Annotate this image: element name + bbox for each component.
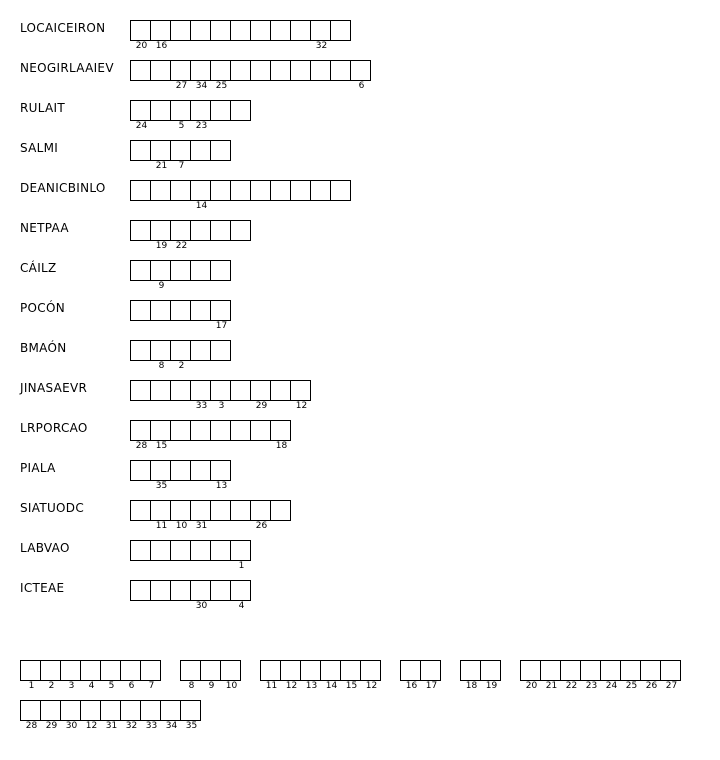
box-number: 9 xyxy=(158,281,165,291)
box-number: 19 xyxy=(155,241,168,251)
answer-box[interactable] xyxy=(600,660,621,691)
letter-box[interactable] xyxy=(230,580,251,611)
letter-box[interactable] xyxy=(210,500,231,521)
box-number: 23 xyxy=(195,121,208,131)
answer-box[interactable] xyxy=(80,700,101,731)
answer-box[interactable] xyxy=(360,660,381,691)
answer-box-number: 34 xyxy=(165,721,178,731)
letter-box[interactable] xyxy=(170,460,191,481)
answer-box-number: 20 xyxy=(525,681,538,691)
letter-box[interactable] xyxy=(230,60,251,81)
clue-row xyxy=(0,100,720,140)
letter-box[interactable] xyxy=(130,60,151,81)
letter-boxes xyxy=(130,340,230,371)
letter-box[interactable] xyxy=(150,580,171,601)
answer-box-number: 10 xyxy=(225,681,238,691)
letter-box[interactable] xyxy=(150,60,171,81)
answer-box-number: 2 xyxy=(48,681,55,691)
answer-box-number: 28 xyxy=(25,721,38,731)
letter-box[interactable] xyxy=(210,180,231,201)
answer-box-number: 13 xyxy=(305,681,318,691)
answer-box[interactable] xyxy=(140,700,161,731)
letter-box[interactable] xyxy=(150,460,171,491)
answer-box-number: 1 xyxy=(28,681,35,691)
answer-word-group xyxy=(460,660,500,691)
letter-box[interactable] xyxy=(130,500,151,521)
box-number: 29 xyxy=(255,401,268,411)
box-number: 20 xyxy=(135,41,148,51)
answer-box-number: 25 xyxy=(625,681,638,691)
letter-box[interactable] xyxy=(170,180,191,201)
answer-box[interactable] xyxy=(280,660,301,691)
box-number: 31 xyxy=(195,521,208,531)
clue-row xyxy=(0,300,720,340)
box-number: 35 xyxy=(155,481,168,491)
answer-box[interactable] xyxy=(580,660,601,691)
letter-box[interactable] xyxy=(150,20,171,51)
letter-box[interactable] xyxy=(210,220,231,241)
letter-boxes xyxy=(130,220,250,251)
letter-box[interactable] xyxy=(150,300,171,321)
letter-box[interactable] xyxy=(290,60,311,81)
box-number: 8 xyxy=(158,361,165,371)
letter-box[interactable] xyxy=(170,500,191,531)
letter-box[interactable] xyxy=(290,20,311,41)
box-number: 14 xyxy=(195,201,208,211)
clue-row xyxy=(0,420,720,460)
answer-box[interactable] xyxy=(100,660,121,691)
answer-box-number: 24 xyxy=(605,681,618,691)
letter-box[interactable] xyxy=(190,20,211,41)
answer-box[interactable] xyxy=(200,660,221,691)
letter-boxes xyxy=(130,180,350,211)
scrambled-word: PIALA xyxy=(20,461,56,475)
answer-box-number: 15 xyxy=(345,681,358,691)
answer-box-number: 30 xyxy=(65,721,78,731)
letter-box[interactable] xyxy=(310,60,331,81)
answer-box[interactable] xyxy=(300,660,321,691)
letter-box[interactable] xyxy=(230,100,251,121)
letter-boxes xyxy=(130,100,250,131)
letter-boxes xyxy=(130,20,350,51)
letter-box[interactable] xyxy=(130,420,151,451)
clue-row xyxy=(0,180,720,220)
answer-box-number: 12 xyxy=(365,681,378,691)
clue-row xyxy=(0,340,720,380)
letter-box[interactable] xyxy=(170,300,191,321)
answer-box[interactable] xyxy=(60,700,81,731)
answer-box[interactable] xyxy=(320,660,341,691)
scrambled-word: NETPAA xyxy=(20,221,69,235)
letter-box[interactable] xyxy=(230,540,251,571)
clue-row xyxy=(0,260,720,300)
box-number: 5 xyxy=(178,121,185,131)
box-number: 21 xyxy=(155,161,168,171)
scrambled-word: LRPORCAO xyxy=(20,421,88,435)
letter-box[interactable] xyxy=(130,180,151,201)
answer-box[interactable] xyxy=(540,660,561,691)
box-number: 10 xyxy=(175,521,188,531)
clue-row xyxy=(0,220,720,260)
letter-box[interactable] xyxy=(170,20,191,41)
box-number: 11 xyxy=(155,521,168,531)
letter-box[interactable] xyxy=(230,20,251,41)
letter-box[interactable] xyxy=(130,380,151,401)
letter-box[interactable] xyxy=(190,460,211,481)
answer-box-number: 33 xyxy=(145,721,158,731)
answer-box-number: 14 xyxy=(325,681,338,691)
box-number: 7 xyxy=(178,161,185,171)
answer-box-number: 7 xyxy=(148,681,155,691)
box-number: 34 xyxy=(195,81,208,91)
letter-box[interactable] xyxy=(170,420,191,441)
clue-row xyxy=(0,380,720,420)
letter-box[interactable] xyxy=(190,500,211,531)
answer-box-number: 8 xyxy=(188,681,195,691)
answer-word-group xyxy=(520,660,680,691)
clue-row xyxy=(0,500,720,540)
letter-box[interactable] xyxy=(210,420,231,441)
answer-box-number: 22 xyxy=(565,681,578,691)
letter-box[interactable] xyxy=(210,580,231,601)
letter-box[interactable] xyxy=(210,260,231,281)
answer-box-number: 27 xyxy=(665,681,678,691)
answer-box[interactable] xyxy=(180,700,201,731)
scrambled-word: CÁILZ xyxy=(20,261,57,275)
box-number: 4 xyxy=(238,601,245,611)
letter-box[interactable] xyxy=(190,580,211,611)
letter-box[interactable] xyxy=(190,300,211,321)
box-number: 13 xyxy=(215,481,228,491)
letter-box[interactable] xyxy=(270,380,291,401)
answer-box[interactable] xyxy=(480,660,501,691)
letter-box[interactable] xyxy=(270,20,291,41)
letter-box[interactable] xyxy=(210,300,231,331)
scrambled-word: LOCAICEIRON xyxy=(20,21,106,35)
letter-boxes xyxy=(130,300,230,331)
letter-box[interactable] xyxy=(210,140,231,161)
box-number: 22 xyxy=(175,241,188,251)
answer-box[interactable] xyxy=(180,660,201,691)
letter-boxes xyxy=(130,460,230,491)
box-number: 24 xyxy=(135,121,148,131)
letter-box[interactable] xyxy=(150,180,171,201)
letter-box[interactable] xyxy=(230,180,251,201)
letter-box[interactable] xyxy=(330,180,351,201)
clue-row xyxy=(0,140,720,180)
clue-row xyxy=(0,60,720,100)
letter-box[interactable] xyxy=(150,220,171,251)
answer-box-number: 9 xyxy=(208,681,215,691)
answer-box-number: 12 xyxy=(285,681,298,691)
letter-boxes xyxy=(130,260,230,291)
letter-box[interactable] xyxy=(350,60,371,91)
letter-box[interactable] xyxy=(270,500,291,521)
answer-box-number: 31 xyxy=(105,721,118,731)
answer-box-number: 21 xyxy=(545,681,558,691)
letter-box[interactable] xyxy=(130,540,151,561)
box-number: 17 xyxy=(215,321,228,331)
letter-box[interactable] xyxy=(150,540,171,561)
letter-box[interactable] xyxy=(170,260,191,281)
letter-boxes xyxy=(130,140,230,171)
letter-box[interactable] xyxy=(210,20,231,41)
letter-box[interactable] xyxy=(330,60,351,81)
answer-box-number: 26 xyxy=(645,681,658,691)
letter-box[interactable] xyxy=(250,380,271,411)
answer-box[interactable] xyxy=(660,660,681,691)
letter-box[interactable] xyxy=(130,460,151,481)
answer-box[interactable] xyxy=(20,700,41,731)
scrambled-word: ICTEAE xyxy=(20,581,65,595)
box-number: 33 xyxy=(195,401,208,411)
box-number: 12 xyxy=(295,401,308,411)
letter-box[interactable] xyxy=(170,580,191,601)
answer-box-number: 35 xyxy=(185,721,198,731)
answer-box-number: 18 xyxy=(465,681,478,691)
answer-word-group xyxy=(20,660,160,691)
letter-box[interactable] xyxy=(130,340,151,361)
letter-box[interactable] xyxy=(170,60,191,91)
letter-box[interactable] xyxy=(190,380,211,411)
box-number: 28 xyxy=(135,441,148,451)
letter-boxes xyxy=(130,420,290,451)
letter-box[interactable] xyxy=(310,20,331,51)
letter-box[interactable] xyxy=(270,420,291,451)
letter-box[interactable] xyxy=(210,380,231,411)
letter-box[interactable] xyxy=(250,180,271,201)
answer-box[interactable] xyxy=(160,700,181,731)
letter-box[interactable] xyxy=(190,540,211,561)
scrambled-word: SIATUODC xyxy=(20,501,85,515)
answer-box-number: 6 xyxy=(128,681,135,691)
letter-box[interactable] xyxy=(210,100,231,121)
letter-box[interactable] xyxy=(230,500,251,521)
letter-box[interactable] xyxy=(230,220,251,241)
box-number: 27 xyxy=(175,81,188,91)
answer-box-number: 11 xyxy=(265,681,278,691)
answer-box-number: 19 xyxy=(485,681,498,691)
answer-word-group xyxy=(260,660,380,691)
letter-box[interactable] xyxy=(190,60,211,91)
letter-box[interactable] xyxy=(190,140,211,161)
box-number: 32 xyxy=(315,41,328,51)
letter-box[interactable] xyxy=(150,100,171,121)
letter-box[interactable] xyxy=(150,340,171,371)
answer-box-number: 5 xyxy=(108,681,115,691)
letter-box[interactable] xyxy=(230,420,251,441)
letter-box[interactable] xyxy=(130,580,151,601)
letter-box[interactable] xyxy=(190,220,211,241)
letter-box[interactable] xyxy=(150,380,171,401)
letter-box[interactable] xyxy=(150,260,171,291)
answer-box[interactable] xyxy=(640,660,661,691)
letter-box[interactable] xyxy=(250,500,271,531)
box-number: 6 xyxy=(358,81,365,91)
answer-box[interactable] xyxy=(620,660,641,691)
letter-boxes xyxy=(130,500,290,531)
answer-box[interactable] xyxy=(260,660,281,691)
letter-box[interactable] xyxy=(290,180,311,201)
letter-box[interactable] xyxy=(170,220,191,251)
letter-box[interactable] xyxy=(190,180,211,211)
letter-box[interactable] xyxy=(250,20,271,41)
clue-row xyxy=(0,460,720,500)
letter-box[interactable] xyxy=(150,140,171,171)
letter-box[interactable] xyxy=(210,340,231,361)
box-number: 15 xyxy=(155,441,168,451)
answer-box-number: 4 xyxy=(88,681,95,691)
answer-box[interactable] xyxy=(520,660,541,691)
letter-box[interactable] xyxy=(130,260,151,281)
box-number: 1 xyxy=(238,561,245,571)
letter-box[interactable] xyxy=(250,60,271,81)
answer-box-number: 29 xyxy=(45,721,58,731)
answer-box[interactable] xyxy=(400,660,421,691)
answer-box[interactable] xyxy=(40,700,61,731)
box-number: 18 xyxy=(275,441,288,451)
answer-box-number: 3 xyxy=(68,681,75,691)
letter-box[interactable] xyxy=(130,100,151,131)
letter-box[interactable] xyxy=(130,20,151,51)
scrambled-word: SALMI xyxy=(20,141,59,155)
letter-box[interactable] xyxy=(170,100,191,131)
scrambled-word: NEOGIRLAAIEV xyxy=(20,61,114,75)
clue-row xyxy=(0,580,720,620)
letter-boxes xyxy=(130,580,250,611)
scrambled-word: JINASAEVR xyxy=(20,381,88,395)
letter-box[interactable] xyxy=(130,300,151,321)
clue-row xyxy=(0,20,720,60)
scrambled-word: RULAIT xyxy=(20,101,65,115)
letter-box[interactable] xyxy=(230,380,251,401)
answer-word-group xyxy=(400,660,440,691)
letter-boxes xyxy=(130,540,250,571)
letter-box[interactable] xyxy=(170,540,191,561)
answer-box-number: 12 xyxy=(85,721,98,731)
answer-box[interactable] xyxy=(120,660,141,691)
answer-box-number: 16 xyxy=(405,681,418,691)
answer-box[interactable] xyxy=(140,660,161,691)
box-number: 30 xyxy=(195,601,208,611)
letter-box[interactable] xyxy=(190,420,211,441)
letter-box[interactable] xyxy=(250,420,271,441)
answer-box[interactable] xyxy=(340,660,361,691)
letter-boxes xyxy=(130,60,370,91)
answer-box[interactable] xyxy=(560,660,581,691)
letter-box[interactable] xyxy=(290,380,311,411)
scrambled-word: LABVAO xyxy=(20,541,70,555)
answer-box[interactable] xyxy=(220,660,241,691)
answer-box-number: 23 xyxy=(585,681,598,691)
letter-box[interactable] xyxy=(210,60,231,91)
answer-box[interactable] xyxy=(460,660,481,691)
answer-box[interactable] xyxy=(80,660,101,691)
letter-box[interactable] xyxy=(150,420,171,451)
letter-box[interactable] xyxy=(270,60,291,81)
scrambled-word: POCÓN xyxy=(20,301,65,315)
scrambled-word: DEANICBINLO xyxy=(20,181,106,195)
answer-word-group xyxy=(20,700,200,731)
letter-box[interactable] xyxy=(330,20,351,41)
answer-word-group xyxy=(180,660,240,691)
letter-box[interactable] xyxy=(170,380,191,401)
letter-box[interactable] xyxy=(150,500,171,531)
letter-box[interactable] xyxy=(310,180,331,201)
letter-box[interactable] xyxy=(210,540,231,561)
answer-box[interactable] xyxy=(420,660,441,691)
clue-row xyxy=(0,540,720,580)
letter-box[interactable] xyxy=(190,340,211,361)
answer-box[interactable] xyxy=(60,660,81,691)
letter-box[interactable] xyxy=(130,220,151,241)
box-number: 3 xyxy=(218,401,225,411)
answer-box[interactable] xyxy=(40,660,61,691)
letter-boxes xyxy=(130,380,310,411)
answer-box[interactable] xyxy=(20,660,41,691)
letter-box[interactable] xyxy=(190,260,211,281)
letter-box[interactable] xyxy=(210,460,231,491)
letter-box[interactable] xyxy=(270,180,291,201)
box-number: 26 xyxy=(255,521,268,531)
letter-box[interactable] xyxy=(170,140,191,171)
answer-box[interactable] xyxy=(100,700,121,731)
answer-box[interactable] xyxy=(120,700,141,731)
answer-box-number: 32 xyxy=(125,721,138,731)
box-number: 25 xyxy=(215,81,228,91)
box-number: 2 xyxy=(178,361,185,371)
letter-box[interactable] xyxy=(130,140,151,161)
answer-box-number: 17 xyxy=(425,681,438,691)
letter-box[interactable] xyxy=(190,100,211,131)
scrambled-word: BMAÓN xyxy=(20,341,67,355)
box-number: 16 xyxy=(155,41,168,51)
letter-box[interactable] xyxy=(170,340,191,371)
